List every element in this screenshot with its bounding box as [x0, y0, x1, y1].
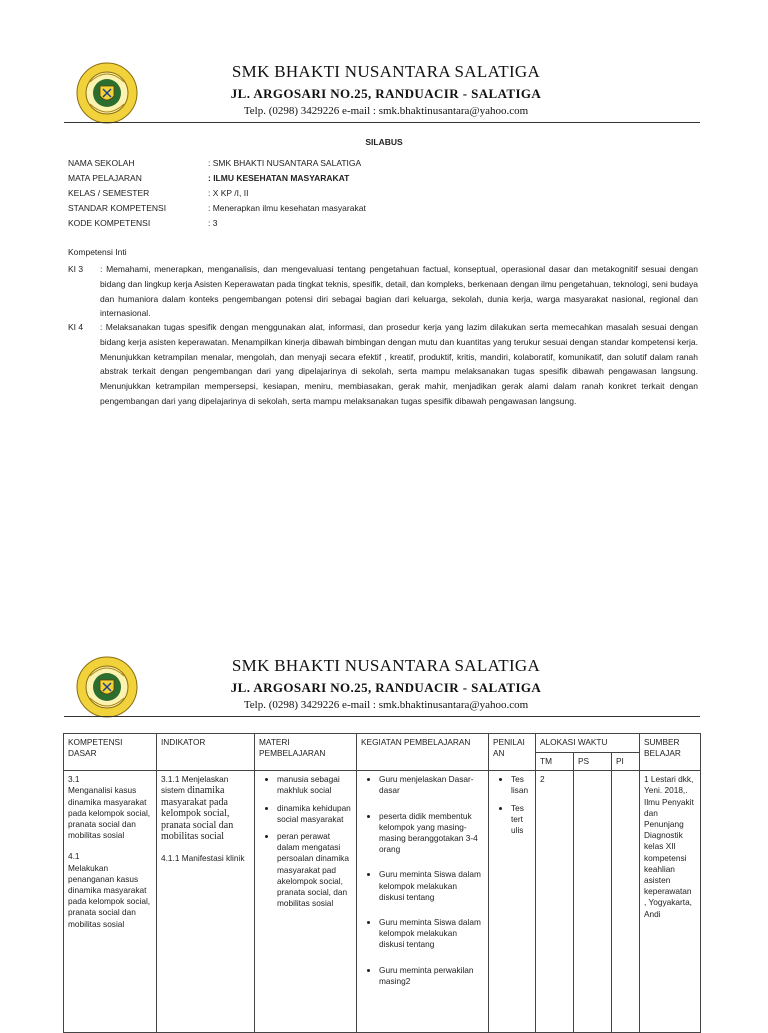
school-name: SMK BHAKTI NUSANTARA SALATIGA	[231, 656, 541, 675]
header-sumber-belajar: SUMBER BELAJAR	[640, 734, 701, 771]
letterhead	[76, 62, 696, 140]
info-label: NAMA SEKOLAH	[68, 158, 135, 168]
ki-item	[68, 320, 698, 409]
info-row	[68, 186, 508, 201]
info-row	[68, 216, 508, 231]
ki-text: : Melaksanakan tugas spesifik dengan menggunakan alat, informasi, dan prosedur kerja yang lazim dilakukan serta memecahkan masalah sesuai dengan bidang kerja asisten keperawatan. Menampilkan kinerja dibawah bimbingan dengan mutu dan kuantitas yang terukur sesuai dengan standar kompetensi kerja. Menunjukkan ketrampilan menalar, mengolah, dan menyaji secara efektif , kreatif, produktif, kritis, mandiri, kolaboratif, komunikatif, dan solutif dalam ranah abstrak terkait dengan pengembangan dari yang dipelajarinya di sekolah, serta mampu melaksanakan tugas spesifik dibawah pengawasan langsung. Menunjukkan ketrampilan mempersepsi, kesiapan, meniru, membiasakan, gerak mahir, menjadikan gerak alami dalam ranah konkret terkait dengan pengembangan dari yang dipelajarinya di sekolah, serta mampu melaksanakan tugas spesifik dibawah pengawasan langsung.	[100, 322, 698, 406]
info-value: : X KP /I, II	[208, 188, 249, 198]
indikator-prefix: 3.1.1 Menjelaskan sistem	[161, 774, 229, 796]
cell-materi	[255, 771, 357, 1033]
ki-heading: Kompetensi Inti	[68, 247, 127, 257]
school-name: SMK BHAKTI NUSANTARA SALATIGA	[231, 62, 541, 81]
header-materi: MATERI PEMBELAJARAN	[255, 734, 357, 771]
kd-text: Menganalisi kasus dinamika masyarakat pada kelompok social, pranata social dan mobilitas sosial	[68, 785, 151, 841]
cell-indikator	[157, 771, 255, 1033]
list-item: • Guru meminta Siswa dalam kelompok melakukan diskusi tentang	[379, 869, 484, 903]
penilaian-list	[493, 774, 531, 836]
cell-kompetensi-dasar	[64, 771, 157, 1033]
school-address: JL. ARGOSARI NO.25, RANDUACIR - SALATIGA	[230, 86, 542, 101]
info-value: : Menerapkan ilmu kesehatan masyarakat	[208, 203, 366, 213]
header-indikator: INDIKATOR	[157, 734, 255, 771]
info-row	[68, 201, 508, 216]
list-item: • Tes tert ulis	[511, 803, 531, 837]
header-kegiatan: KEGIATAN PEMBELAJARAN	[357, 734, 489, 771]
cell-tm: 2	[536, 771, 574, 1033]
table-header-row	[64, 734, 701, 753]
list-item: • peran perawat dalam mengatasi persoalan dinamika masyarakat pad akelompok social, pranata social, dan mobilitas sosial	[277, 831, 352, 909]
cell-kegiatan	[357, 771, 489, 1033]
list-item: • manusia sebagai makhluk social	[277, 774, 352, 796]
info-row	[68, 156, 508, 171]
list-item: • peserta didik membentuk kelompok yang masing-masing beranggotakan 3-4 orang	[379, 811, 484, 856]
letterhead-divider	[64, 716, 700, 717]
indikator-rest: dinamika masyarakat pada kelompok social, pranata social dan mobilitas social	[161, 785, 234, 843]
header-pi: PI	[612, 753, 640, 771]
cell-penilaian	[489, 771, 536, 1033]
table-row	[64, 771, 701, 1033]
info-block	[68, 156, 508, 231]
ki-number: KI 4	[68, 322, 84, 332]
kd-number: 3.1	[68, 774, 80, 785]
kegiatan-list	[361, 774, 484, 987]
header-tm: TM	[536, 753, 574, 771]
cell-ps	[574, 771, 612, 1033]
cell-pi	[612, 771, 640, 1033]
ki-text: : Memahami, menerapkan, menganalisis, dan mengevaluasi tentang pengetahuan factual, konseptual, operasional dasar dan metakognitif sesuai dengan bidang dan lingkup kerja Asisten Keperawatan pada tingkat teknis, spesifik, detail, dan kompleks, berkenaan dengan ilmu pengetahuan, teknologi, seni budaya dan humaniora dalam konteks pengembangan potensi diri sebagai bagian dari keluarga, sekolah, dunia kerja, warga masyarakat nasional, regional dan internasional.	[100, 264, 698, 319]
info-value: : 3	[208, 218, 218, 228]
school-contact: Telp. (0298) 3429226 e-mail : smk.bhaktinusantara@yahoo.com	[243, 699, 529, 711]
list-item: • dinamika kehidupan social masyarakat	[277, 803, 352, 825]
school-contact: Telp. (0298) 3429226 e-mail : smk.bhaktinusantara@yahoo.com	[243, 105, 529, 117]
list-item: • Tes lisan	[511, 774, 531, 796]
syllabus-table	[63, 733, 701, 1033]
materi-list	[259, 774, 352, 909]
indikator-item: 4.1.1 Manifestasi klinik	[161, 852, 245, 863]
letterhead-divider	[64, 122, 700, 123]
info-value: : ILMU KESEHATAN MASYARAKAT	[208, 173, 350, 183]
school-address: JL. ARGOSARI NO.25, RANDUACIR - SALATIGA	[230, 680, 542, 695]
letterhead	[76, 656, 696, 734]
cell-sumber: 1 Lestari dkk, Yeni. 2018,. Ilmu Penyakit dan Penunjang Diagnostik kelas XII kompetensi keahlian asisten keperawatan , Yogyakarta, Andi	[640, 771, 701, 1033]
header-kompetensi-dasar: KOMPETENSI DASAR	[64, 734, 157, 771]
list-item: • Guru meminta perwakilan masing2	[379, 965, 484, 987]
info-label: KODE KOMPETENSI	[68, 218, 151, 228]
ki-item	[68, 262, 698, 321]
info-label: MATA PELAJARAN	[68, 173, 142, 183]
info-value: : SMK BHAKTI NUSANTARA SALATIGA	[208, 158, 362, 168]
document-title: SILABUS	[365, 137, 403, 147]
list-item: • Guru menjelaskan Dasar-dasar	[379, 774, 484, 796]
kd-text: Melakukan penanganan kasus dinamika masyarakat pada kelompok social, pranata social dan mobilitas sosial	[68, 862, 151, 929]
ki-number: KI 3	[68, 264, 84, 274]
kd-number: 4.1	[68, 851, 80, 862]
info-row	[68, 171, 508, 186]
list-item: • Guru meminta Siswa dalam kelompok melakukan diskusi tentang	[379, 917, 484, 951]
info-label: KELAS / SEMESTER	[68, 188, 150, 198]
indikator-item	[161, 774, 250, 843]
header-ps: PS	[574, 753, 612, 771]
header-penilaian: PENILAI AN	[489, 734, 536, 771]
info-label: STANDAR KOMPETENSI	[68, 203, 167, 213]
header-alokasi-waktu: ALOKASI WAKTU	[536, 734, 640, 753]
